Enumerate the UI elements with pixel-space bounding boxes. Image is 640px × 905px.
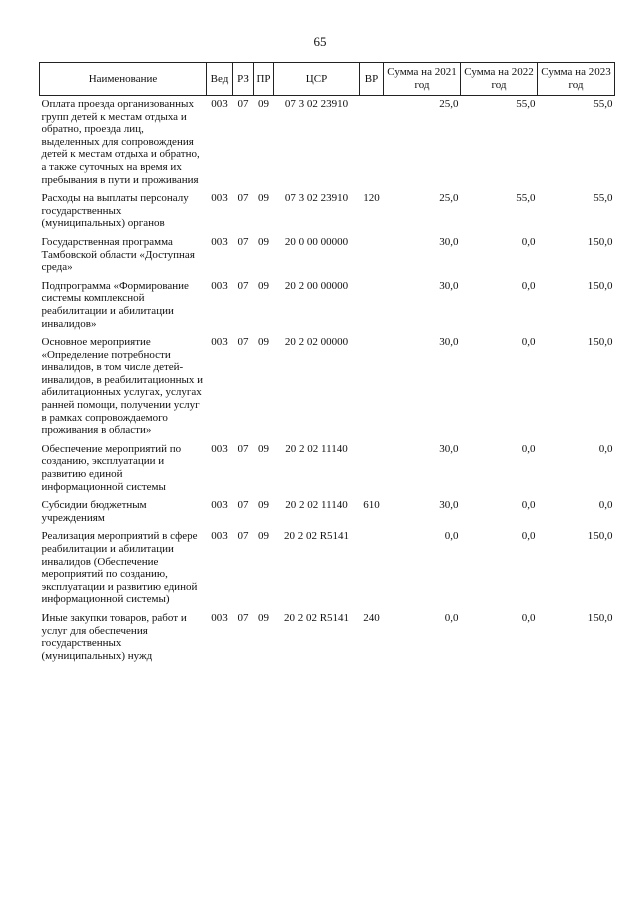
cell-ved: 003 <box>211 336 228 349</box>
cell-vr: 610 <box>363 499 380 512</box>
table-row <box>40 186 615 230</box>
cell-vr: 240 <box>363 611 380 624</box>
cell-sum-2021: 30,0 <box>439 499 459 512</box>
cell-rz: 07 <box>237 192 249 205</box>
cell-sum-2021: 30,0 <box>439 442 459 455</box>
cell-sum-2023: 150,0 <box>587 611 613 624</box>
cell-sum-2021: 30,0 <box>439 336 459 349</box>
cell-csr: 20 2 02 11140 <box>285 499 348 512</box>
cell-pr: 09 <box>258 192 269 205</box>
cell-csr: 20 2 02 R5141 <box>283 530 350 543</box>
cell-csr: 07 3 02 23910 <box>284 98 349 110</box>
header-pr: ПР <box>254 63 274 96</box>
cell-name: Реализация мероприятий в сфере реабилитации и абилитации инвалидов (Обеспечение мероприятий по созданию, эксплуатации и развитию единой информационной системы) <box>41 530 198 606</box>
cell-vr <box>360 96 384 187</box>
cell-csr: 07 3 02 23910 <box>284 192 349 205</box>
cell-sum-2023: 150,0 <box>587 530 613 543</box>
page-number: 65 <box>313 34 327 49</box>
cell-name: Оплата проезда организованных групп детей к местам отдыха и обратно, проезда лиц, выделенных для сопровождения детей к местам отдыха и обратно, а также суточных на время их пребывания в пути и проживания <box>41 98 200 186</box>
cell-ved: 003 <box>211 442 228 455</box>
cell-sum-2023: 150,0 <box>587 336 613 349</box>
cell-sum-2021: 25,0 <box>439 192 459 205</box>
header-sum-2023: Сумма на 2023 год <box>538 63 615 96</box>
cell-sum-2022: 0,0 <box>521 499 536 512</box>
header-rz: РЗ <box>233 63 254 96</box>
table-row <box>40 96 615 187</box>
cell-sum-2022: 0,0 <box>521 611 536 624</box>
cell-pr: 09 <box>258 499 269 512</box>
cell-pr: 09 <box>258 530 269 543</box>
table-header-row <box>40 63 615 96</box>
table-row <box>40 230 615 274</box>
cell-sum-2023: 0,0 <box>598 499 613 512</box>
table-row <box>40 437 615 493</box>
cell-sum-2023: 55,0 <box>593 98 613 110</box>
cell-rz: 07 <box>237 279 249 292</box>
cell-csr: 20 2 02 11140 <box>285 442 348 455</box>
cell-rz: 07 <box>237 611 249 624</box>
cell-sum-2021: 25,0 <box>439 98 459 110</box>
cell-name: Обеспечение мероприятий по созданию, эксплуатации и развитию единой информационной системы <box>41 442 182 493</box>
cell-rz: 07 <box>237 98 249 110</box>
cell-pr: 09 <box>258 611 269 624</box>
cell-vr: 120 <box>363 192 380 205</box>
cell-ved: 003 <box>211 235 228 248</box>
cell-csr: 20 2 00 00000 <box>284 279 349 292</box>
cell-pr: 09 <box>258 279 269 292</box>
cell-sum-2021: 0,0 <box>444 530 459 543</box>
cell-ved: 003 <box>211 279 228 292</box>
table-row <box>40 524 615 606</box>
cell-rz: 07 <box>237 336 249 349</box>
header-vr: ВР <box>360 63 384 96</box>
cell-vr <box>360 274 384 330</box>
cell-sum-2022: 0,0 <box>521 530 536 543</box>
cell-sum-2022: 55,0 <box>516 192 536 205</box>
header-csr: ЦСР <box>274 63 360 96</box>
cell-sum-2021: 0,0 <box>444 611 459 624</box>
cell-csr: 20 2 02 R5141 <box>283 611 350 624</box>
header-sum-2021: Сумма на 2021 год <box>384 63 461 96</box>
table-body <box>40 96 615 663</box>
cell-pr: 09 <box>258 442 269 455</box>
cell-vr <box>360 330 384 437</box>
cell-name: Основное мероприятие «Определение потребности инвалидов, в том числе детей-инвалидов, в реабилитационных и абилитационных услугах, услугах ранней помощи, получении услуг в рамках сопровождаемого проживания в области» <box>41 336 204 437</box>
cell-sum-2022: 0,0 <box>521 279 536 292</box>
cell-name: Иные закупки товаров, работ и услуг для обеспечения государственных (муниципальных) нужд <box>41 611 187 662</box>
cell-sum-2023: 150,0 <box>587 235 613 248</box>
cell-sum-2022: 55,0 <box>516 98 536 110</box>
cell-ved: 003 <box>211 192 228 205</box>
cell-rz: 07 <box>237 530 249 543</box>
cell-sum-2023: 55,0 <box>593 192 613 205</box>
cell-csr: 20 0 00 00000 <box>284 235 349 248</box>
cell-vr <box>360 524 384 606</box>
cell-sum-2023: 0,0 <box>598 442 613 455</box>
header-name: Наименование <box>40 63 207 96</box>
cell-ved: 003 <box>211 530 228 543</box>
cell-name: Подпрограмма «Формирование системы комплексной реабилитации и абилитации инвалидов» <box>41 279 189 330</box>
cell-pr: 09 <box>258 235 269 248</box>
table-row <box>40 606 615 662</box>
cell-sum-2023: 150,0 <box>587 279 613 292</box>
cell-rz: 07 <box>237 442 249 455</box>
table-row <box>40 330 615 437</box>
cell-pr: 09 <box>258 98 269 110</box>
table-row <box>40 493 615 524</box>
table-row <box>40 274 615 330</box>
cell-name: Государственная программа Тамбовской области «Доступная среда» <box>41 235 195 274</box>
cell-name: Расходы на выплаты персоналу государственных (муниципальных) органов <box>41 192 189 230</box>
cell-rz: 07 <box>237 499 249 512</box>
cell-ved: 003 <box>211 499 228 512</box>
cell-vr <box>360 230 384 274</box>
header-ved: Вед <box>207 63 233 96</box>
cell-ved: 003 <box>211 611 228 624</box>
cell-rz: 07 <box>237 235 249 248</box>
cell-sum-2021: 30,0 <box>439 279 459 292</box>
cell-sum-2022: 0,0 <box>521 336 536 349</box>
cell-ved: 003 <box>211 98 228 110</box>
cell-sum-2022: 0,0 <box>521 235 536 248</box>
cell-vr <box>360 437 384 493</box>
cell-name: Субсидии бюджетным учреждениям <box>41 499 147 524</box>
cell-sum-2021: 30,0 <box>439 235 459 248</box>
cell-csr: 20 2 02 00000 <box>284 336 349 349</box>
budget-table <box>39 62 615 662</box>
cell-sum-2022: 0,0 <box>521 442 536 455</box>
header-sum-2022: Сумма на 2022 год <box>461 63 538 96</box>
cell-pr: 09 <box>258 336 269 349</box>
